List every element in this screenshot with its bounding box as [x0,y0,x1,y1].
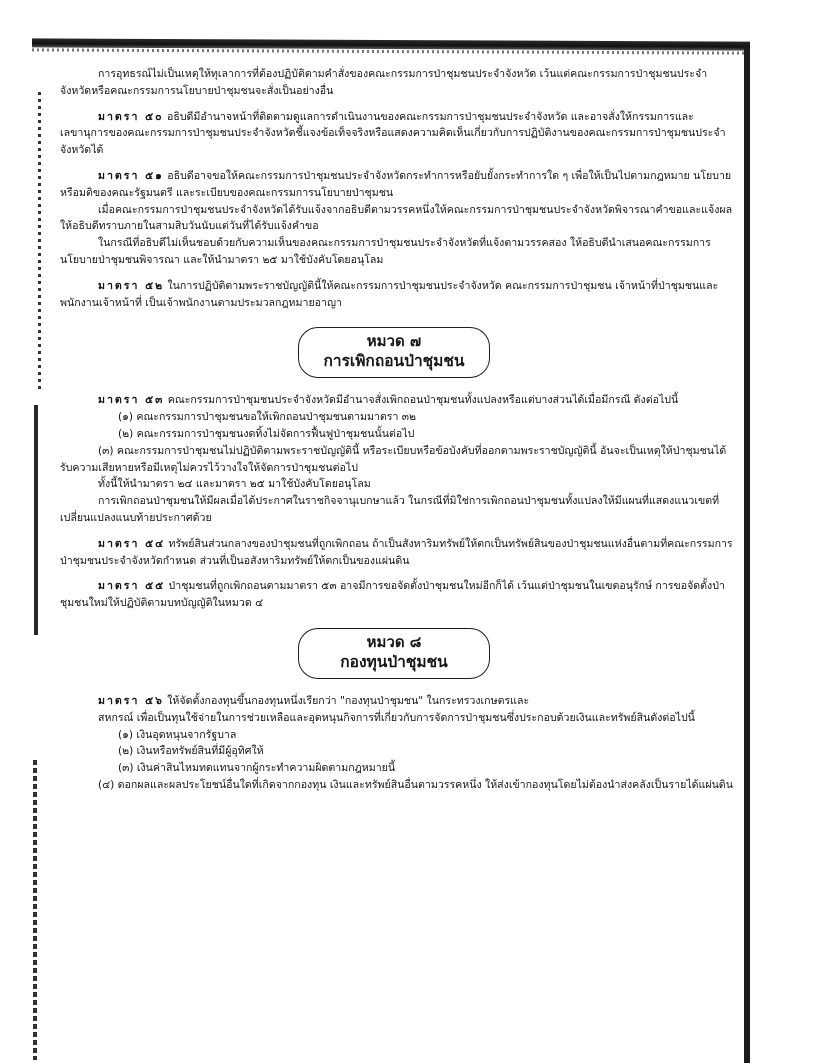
paragraph [60,693,736,710]
section-number: มาตรา ๕๐ [98,110,164,123]
chapter-title: กองทุนป่าชุมชน [340,652,448,671]
section-number: มาตรา ๕๖ [98,694,164,707]
paragraph [60,235,736,269]
scan-border-top [32,38,750,50]
chapter-number: หมวด ๗ [366,332,422,351]
paragraph [60,392,736,409]
paragraph [60,109,736,159]
paragraph [60,476,736,493]
paragraph [60,409,736,426]
paragraph-text: (๒) คณะกรรมการป่าชุมชนงดทิ้งไม่จัดการฟื้นฟูป่าชุมชนนั้นต่อไป [118,427,415,440]
paragraph-text: ในกรณีที่อธิบดีไม่เห็นชอบด้วยกับความเห็นของคณะกรรมการป่าชุมชนประจำจังหวัดที่แจ้งตามวรรคสอง ให้อธิบดีนำเสนอคณะกรรมการนโยบายป่าชุมชนพิจารณา และให้นำมาตรา ๒๕ มาใช้บังคับโดยอนุโลม [60,237,711,266]
paragraph [60,743,736,760]
paragraph [60,777,736,794]
paragraph-text: ในการปฏิบัติตามพระราชบัญญัตินี้ให้คณะกรรมการป่าชุมชนประจำจังหวัด คณะกรรมการป่าชุมชน เจ้าหน้าที่ป่าชุมชนและพนักงานเจ้าหน้าที่ เป็นเจ้าพนักงานตามประมวลกฎหมายอาญา [60,279,719,309]
paragraph-text: สหกรณ์ เพื่อเป็นทุนใช้จ่ายในการช่วยเหลือและอุดหนุนกิจการที่เกี่ยวกับการจัดการป่าชุมชนซึ่งประกอบด้วยเงินและทรัพย์สินดังต่อไปนี้ [98,711,695,724]
paragraph [60,66,736,100]
paragraph-text: อธิบดีอาจขอให้คณะกรรมการป่าชุมชนประจำจังหวัดกระทำการหรือยับยั้งกระทำการใด ๆ เพื่อให้เป็นไปตามกฎหมาย นโยบายหรือมติของคณะรัฐมนตรี และระเบียบของคณะกรรมการนโยบายป่าชุมชน [60,169,732,199]
scan-border-left [33,760,37,1060]
chapter-title: การเพิกถอนป่าชุมชน [323,352,465,371]
paragraph-text: ทรัพย์สินส่วนกลางของป่าชุมชนที่ถูกเพิกถอน ถ้าเป็นสังหาริมทรัพย์ให้ตกเป็นทรัพย์สินของป่าชุมชนแห่งอื่นตามที่คณะกรรมการป่าชุมชนประจำจังหวัดกำหนด ส่วนที่เป็นอสังหาริมทรัพย์ให้ตกเป็นของแผ่นดิน [60,537,733,567]
paragraph-text: ป่าชุมชนที่ถูกเพิกถอนตามมาตรา ๕๓ อาจมีการขอจัดตั้งป่าชุมชนใหม่อีกก็ได้ เว้นแต่ป่าชุมชนในเขตอนุรักษ์ การขอจัดตั้งป่าชุมชนใหม่ให้ปฏิบัติตามบทบัญญัติในหมวด ๔ [60,580,725,610]
paragraph-text: (๓) คณะกรรมการป่าชุมชนไม่ปฏิบัติตามพระราชบัญญัตินี้ หรือระเบียบหรือข้อบังคับที่ออกตามพระราชบัญญัตินี้ อันจะเป็นเหตุให้ป่าชุมชนได้รับความเสียหายหรือมีเหตุไม่ควรไว้วางใจให้จัดการป่าชุมชนต่อไป [60,444,727,474]
chapter-8-heading [298,628,490,679]
paragraph-text: (๑) คณะกรรมการป่าชุมชนขอให้เพิกถอนป่าชุมชนตามมาตรา ๓๒ [118,411,417,424]
scan-border-left [38,92,41,392]
section-number: มาตรา ๕๔ [98,537,166,550]
paragraph-text: การเพิกถอนป่าชุมชนให้มีผลเมื่อได้ประกาศในราชกิจจานุเบกษาแล้ว ในกรณีที่มิใช่การเพิกถอนป่าชุมชนทั้งแปลงให้มีแผนที่แสดงแนวเขตที่เปลี่ยนแปลงแนบท้ายประกาศด้วย [60,495,720,524]
section-number: มาตรา ๕๒ [98,279,165,292]
section-bottom [60,693,736,794]
section-middle [60,392,736,612]
paragraph-text: อธิบดีมีอำนาจหน้าที่ติดตามดูแลการดำเนินงานของคณะกรรมการป่าชุมชนประจำจังหวัด และอาจสั่งให้กรรมการและเลขานุการของคณะกรรมการป่าชุมชนประจำจังหวัดชี้แจงข้อเท็จจริงหรือแสดงความคิดเห็นเกี่ยวกับการปฏิบัติงานของคณะกรรมการป่าชุมชนประจำจังหวัดได้ [60,110,726,157]
paragraph [60,760,736,777]
paragraph-text: ทั้งนี้ให้นำมาตรา ๒๔ และมาตรา ๒๕ มาใช้บังคับโดยอนุโลม [98,478,371,491]
paragraph [60,443,736,477]
document-page [60,66,736,794]
paragraph [60,710,736,727]
paragraph-text: (๑) เงินอุดหนุนจากรัฐบาล [118,728,237,741]
paragraph-text: (๔) ดอกผลและผลประโยชน์อื่นใดที่เกิดจากกองทุน เงินและทรัพย์สินอื่นตามวรรคหนึ่ง ให้ส่งเข้ากองทุนโดยไม่ต้องนำส่งคลังเป็นรายได้แผ่นดิน [98,778,733,791]
section-number: มาตรา ๕๕ [98,580,166,593]
paragraph-text: (๓) เงินค่าสินไหมทดแทนจากผู้กระทำความผิดตามกฎหมายนี้ [118,762,396,775]
paragraph [60,493,736,527]
scan-border-right [744,48,750,1063]
section-top [60,66,736,311]
paragraph-text: คณะกรรมการป่าชุมชนประจำจังหวัดมีอำนาจสั่งเพิกถอนป่าชุมชนทั้งแปลงหรือแต่บางส่วนได้เมื่อมีกรณี ดังต่อไปนี้ [164,394,679,407]
section-number: มาตรา ๕๑ [98,169,164,182]
paragraph-text: การอุทธรณ์ไม่เป็นเหตุให้ทุเลาการที่ต้องปฏิบัติตามคำสั่งของคณะกรรมการป่าชุมชนประจำจังหวัด เว้นแต่คณะกรรมการป่าชุมชนประจำจังหวัดหรือคณะกรรมการนโยบายป่าชุมชนจะสั่งเป็นอย่างอื่น [60,68,708,97]
paragraph [60,202,736,236]
paragraph [60,536,736,570]
paragraph-text: ให้จัดตั้งกองทุนขึ้นกองทุนหนึ่งเรียกว่า "กองทุนป่าชุมชน" ในกระทรวงเกษตรและ [163,694,530,707]
paragraph [60,278,736,312]
chapter-number: หมวด ๘ [366,632,422,651]
paragraph [60,168,736,202]
paragraph [60,727,736,744]
chapter-7-heading [298,327,490,378]
scan-border-left [34,405,38,635]
paragraph-text: เมื่อคณะกรรมการป่าชุมชนประจำจังหวัดได้รับแจ้งจากอธิบดีตามวรรคหนึ่งให้คณะกรรมการป่าชุมชนประจำจังหวัดพิจารณาคำขอและแจ้งผลให้อธิบดีทราบภายในสามสิบวันนับแต่วันที่ได้รับแจ้งคำขอ [60,203,733,233]
paragraph [60,578,736,612]
section-number: มาตรา ๕๓ [98,394,165,407]
paragraph [60,426,736,443]
paragraph-text: (๒) เงินหรือทรัพย์สินที่มีผู้อุทิศให้ [118,745,264,758]
